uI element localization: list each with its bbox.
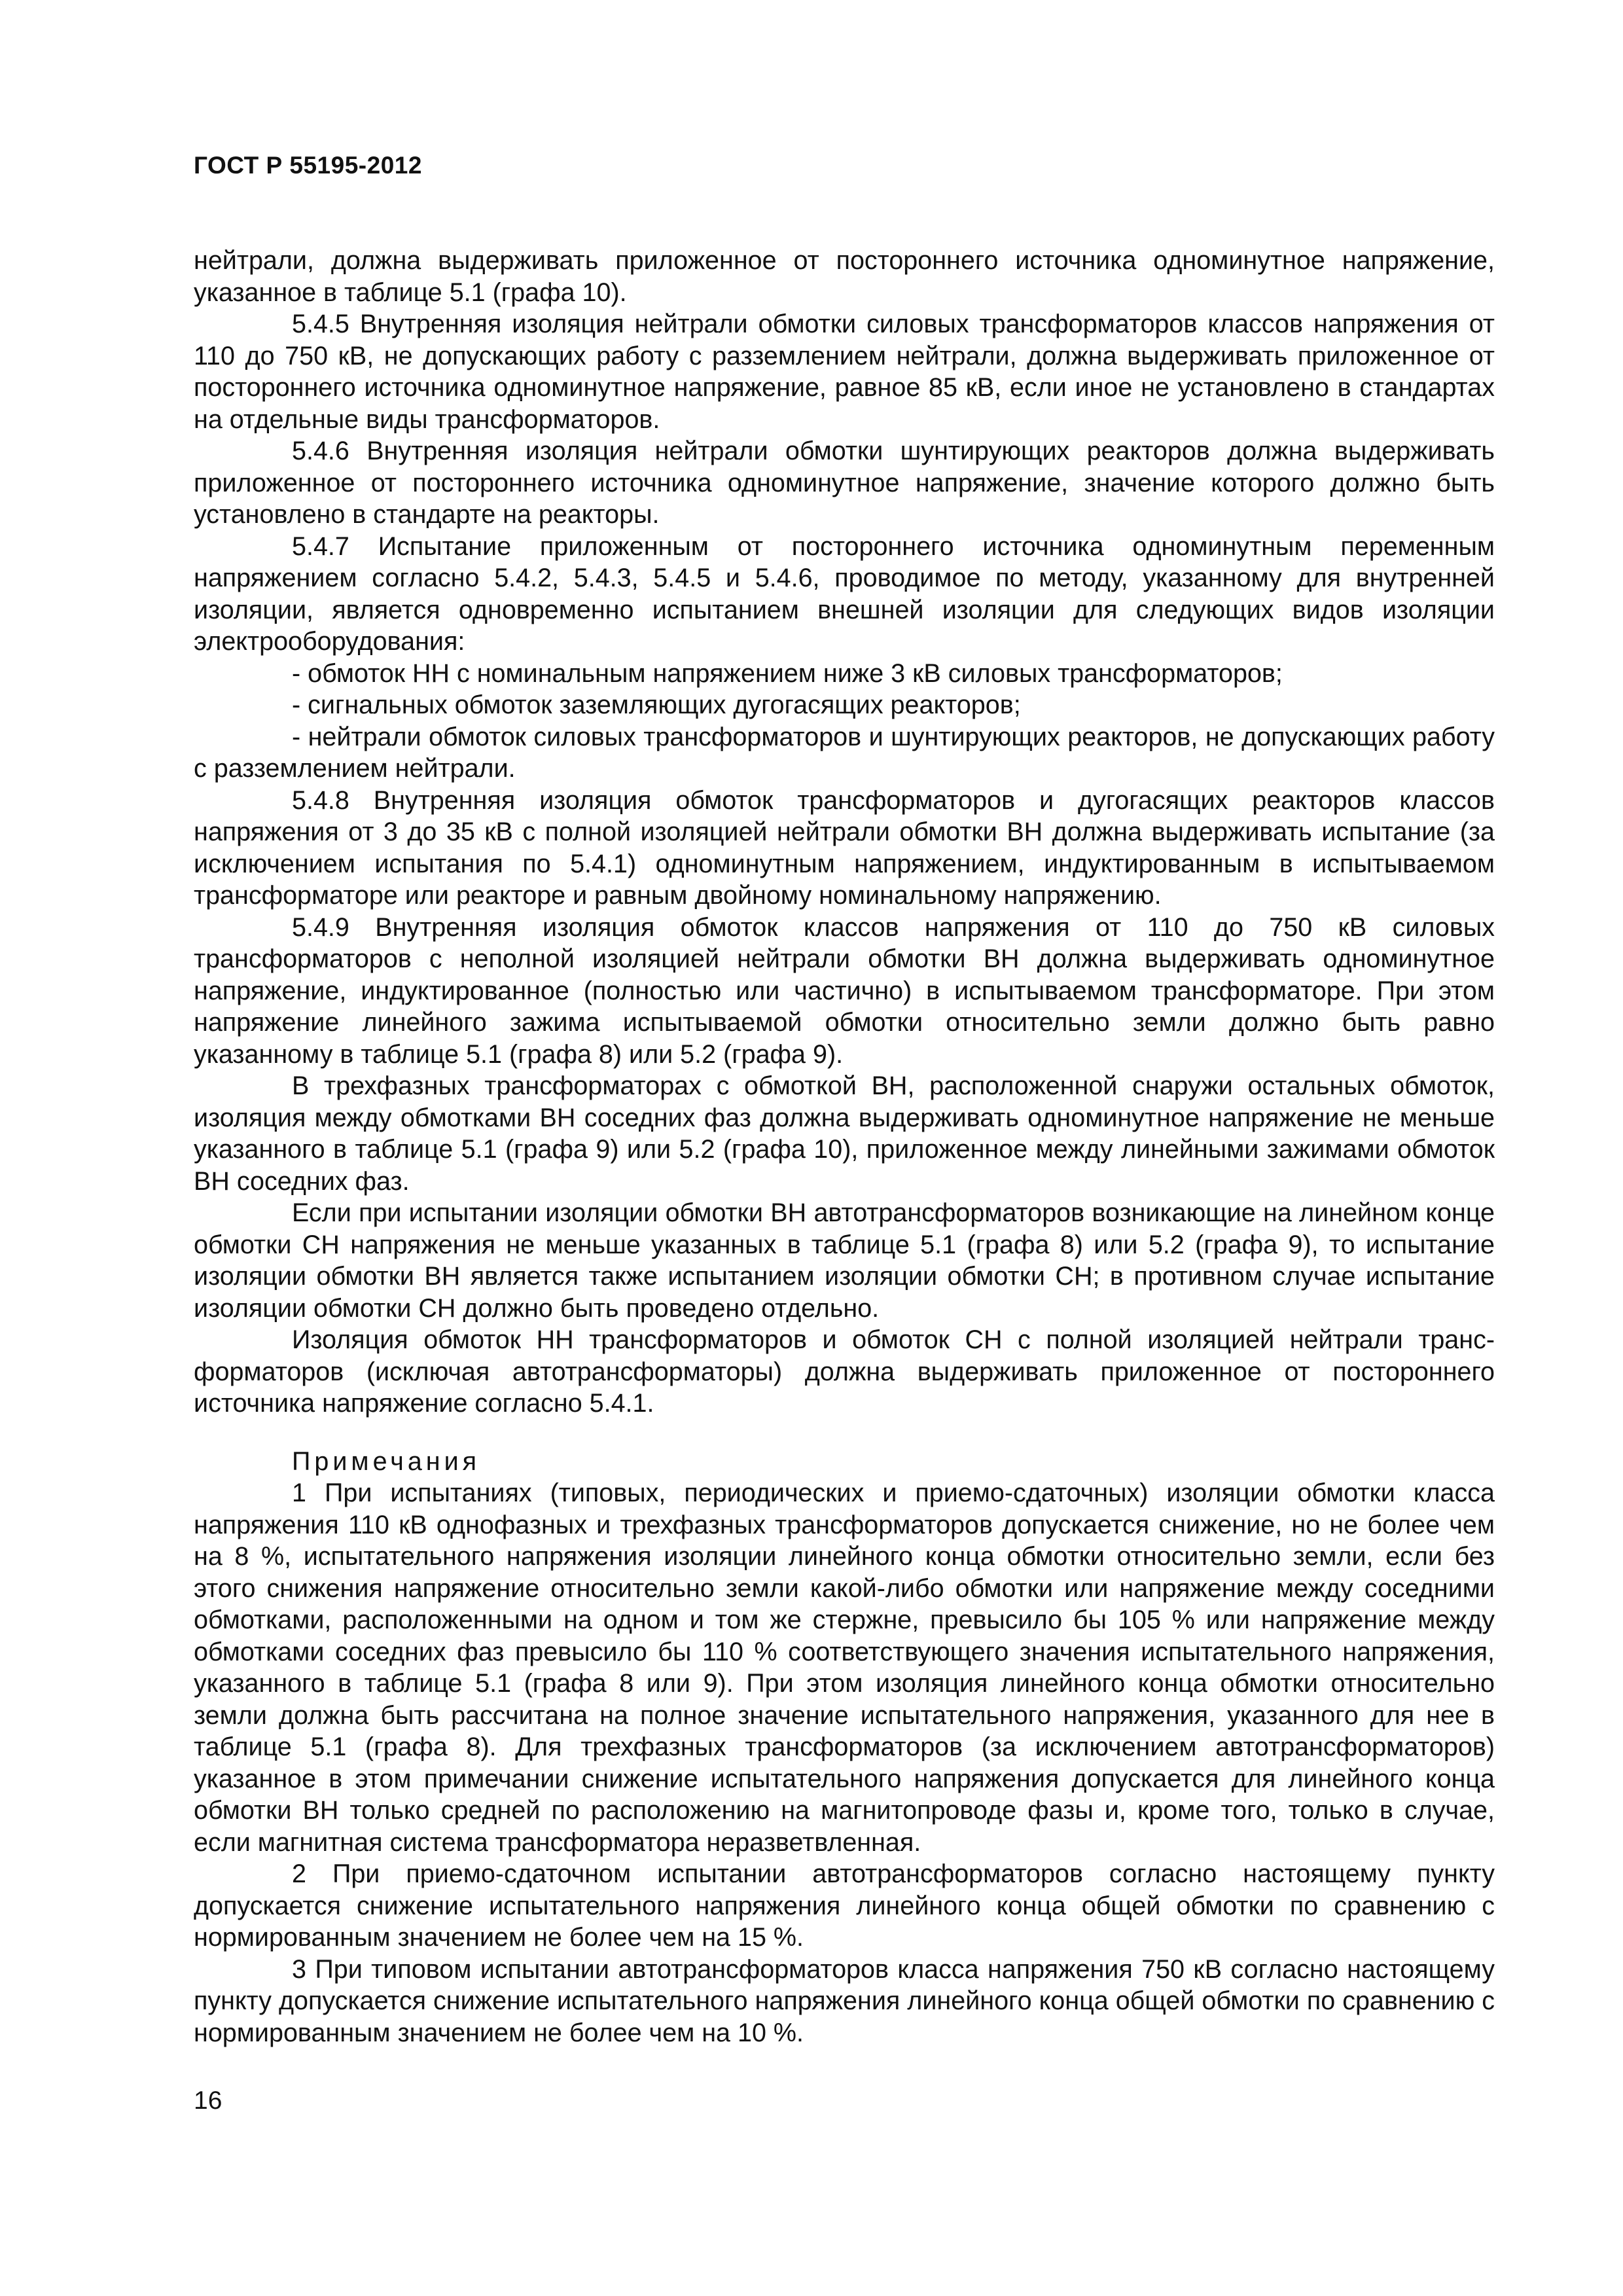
note-1: 1 При испытаниях (типовых, периодических и приемо-сдаточных) изоляции обмотки класса напряжения 110 кВ однофазных и трехфазных трансформаторов допускается снижение, но не более чем на 8 %, испытательного напряжения изоляции линейного конца обмотки относительно земли, если без этого снижения напряжение относительно земли какой-либо обмотки или напряжение между соседними обмотками, расположенными на одном и том же стержне, превысило бы 105 % или напряжение между обмотками соседних фаз превысило бы 110 % соответствующего значения испытательного напряжения, указанного в таблице 5.1 (графа 8 или 9). При этом изоляция линейного конца обмотки относительно земли должна быть рассчитана на полное значение испытательного напряжения, указанного для нее в таблице 5.1 (графа 8). Для трехфазных трансформаторов (за исключением автотрансформаторов) указанное в этом примечании снижение испытательного напряжения допускается для линейного конца обмотки ВН только средней по расположению на магнитопроводе фазы и, кроме того, только в случае, если магнитная система трансформатора неразветвленная. xyxy=(194,1479,1495,1857)
paragraph-lv-insulation: Изоляция обмоток НН трансформаторов и обмоток СН с полной изоляцией нейтрали трансформаторов (исключая автотрансформаторы) должна выдерживать приложенное от постороннего источника напряжение согласно 5.4.1. xyxy=(194,1325,1495,1418)
page-number: 16 xyxy=(194,2087,223,2115)
note-2: 2 При приемо-сдаточном испытании автотрансформаторов согласно настоящему пункту допускается снижение испытательного напряжения линейного конца общей обмотки по сравнению с нормированным значением не более чем на 15 %. xyxy=(194,1859,1495,1952)
list-item-neutral-windings: - нейтрали обмоток силовых трансформаторов и шунтирующих реакторов, не допускающих работу с разземлением нейтрали. xyxy=(194,722,1495,783)
paragraph-autotransformer: Если при испытании изоляции обмотки ВН автотрансформаторов возникающие на линейном конце обмотки СН напряжения не меньше указанных в таблице 5.1 (графа 8) или 5.2 (графа 9), то испытание изоляции обмотки ВН является также испытанием изоляции обмотки СН; в противном случае испытание изоляции обмотки СН должно быть проведено отдельно. xyxy=(194,1198,1495,1323)
clause-5-4-7: 5.4.7 Испытание приложенным от постороннего источника одноминутным переменным напряжением согласно 5.4.2, 5.4.3, 5.4.5 и 5.4.6, проводимое по методу, указанному для внутренней изоляции, является одновременно испытанием внешней изоляции для следующих видов изоляции электрооборудования: xyxy=(194,531,1495,656)
clause-5-4-5: 5.4.5 Внутренняя изоляция нейтрали обмотки силовых трансформаторов классов напряжения от 110 до 750 кВ, не допускающих работу с разземлением нейтрали, должна выдерживать приложенное от постороннего источника одноминутное напряжение, равное 85 кВ, если иное не установлено в стандартах на отдельные виды трансформаторов. xyxy=(194,310,1495,434)
document-code-header: ГОСТ Р 55195-2012 xyxy=(194,152,422,179)
list-item-lv-windings: - обмоток НН с номинальным напряжением ниже 3 кВ силовых трансформаторов; xyxy=(292,658,1283,688)
spacer xyxy=(194,1420,1495,1446)
paragraph-continuation: нейтрали, должна выдерживать приложенное от постороннего источника одноминутное напряжение, указанное в таблице 5.1 (графа 10). xyxy=(194,246,1495,307)
list-item-signal-windings: - сигнальных обмоток заземляющих дугогасящих реакторов; xyxy=(292,691,1021,719)
note-3: 3 При типовом испытании автотрансформаторов класса напряжения 750 кВ согласно настоящему пункту допускается снижение испытательного напряжения линейного конца общей обмотки по сравнению с нормированным значением не более чем на 10 %. xyxy=(194,1954,1495,2047)
clause-5-4-6: 5.4.6 Внутренняя изоляция нейтрали обмотки шунтирующих реакторов должна выдерживать приложенное от постороннего источника одноминутное напряжение, значение которого должно быть установлено в стандарте на реакторы. xyxy=(194,437,1495,529)
paragraph-three-phase: В трехфазных трансформаторах с обмоткой ВН, расположенной снаружи остальных обмоток, изоляция между обмотками ВН соседних фаз должна выдерживать одноминутное напряжение не меньше указанного в таблице 5.1 (графа 9) или 5.2 (графа 10), приложенное между линейными зажимами обмоток ВН соседних фаз. xyxy=(194,1071,1495,1196)
clause-5-4-8: 5.4.8 Внутренняя изоляция обмоток трансформаторов и дугогасящих реакторов классов напряжения от 3 до 35 кВ с полной изоляцией нейтрали обмотки ВН должна выдерживать испытание (за исключением испытания по 5.4.1) одноминутным напряжением, индуктированным в испытываемом трансформаторе или реакторе и равным двойному номинальному напряжению. xyxy=(194,785,1495,910)
clause-5-4-9: 5.4.9 Внутренняя изоляция обмоток классов напряжения от 110 до 750 кВ силовых трансформаторов с неполной изоляцией нейтрали обмотки ВН должна выдерживать одноминутное напряжение, индуктированное (полностью или частично) в испытываемом трансформаторе. При этом напряжение линейного зажима испытываемой обмотки относительно земли должно быть равно указанному в таблице 5.1 (графа 8) или 5.2 (графа 9). xyxy=(194,912,1495,1069)
notes-heading: Примечания xyxy=(292,1446,481,1476)
document-body xyxy=(194,245,1495,2049)
